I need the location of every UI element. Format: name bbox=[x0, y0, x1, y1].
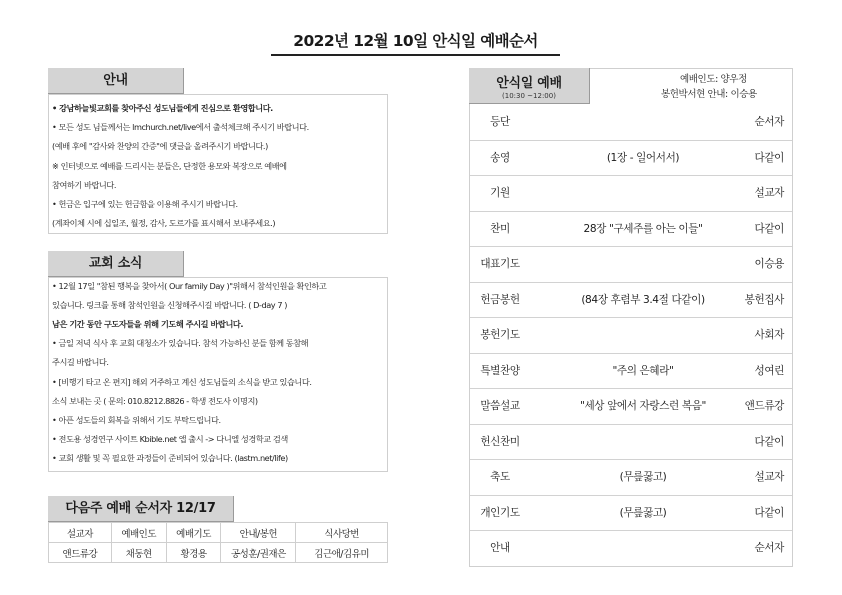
order-name: 송영 bbox=[490, 151, 510, 164]
announcement-line: 참여하기 바랍니다. bbox=[52, 179, 116, 190]
order-leader: 설교자 bbox=[754, 471, 784, 484]
service-heading: 안식일 예배 bbox=[496, 76, 562, 91]
order-name: 안내 bbox=[490, 542, 510, 555]
order-detail: (1장 - 일어서서) bbox=[606, 151, 680, 164]
page-title: 2022년 12월 10일 안식일 예배순서 bbox=[271, 29, 560, 56]
order-row bbox=[470, 247, 792, 283]
order-leader: 사회자 bbox=[754, 329, 784, 342]
role-cell: 식사당번 bbox=[296, 523, 388, 543]
order-leader: 다같이 bbox=[754, 435, 784, 448]
role-cell: 예배인도 bbox=[111, 523, 166, 543]
next-week-table bbox=[48, 522, 388, 563]
announcement-line: • 모든 성도 님들께서는 lmchurch.net/live에서 출석체크해 주시기 바랍니다. bbox=[52, 122, 309, 133]
news-line: 소식 보내는 곳 ( 문의: 010.8212.8826 - 학생 전도사 이명지) bbox=[52, 395, 258, 406]
service-time: (10:30 ~12:00) bbox=[502, 92, 556, 100]
order-row bbox=[470, 531, 792, 567]
order-row bbox=[470, 354, 792, 390]
next-week-heading: 다음주 예배 순서자 12/17 bbox=[48, 496, 234, 522]
order-row bbox=[470, 460, 792, 496]
order-name: 기원 bbox=[490, 187, 510, 200]
next-week-roles-row bbox=[49, 523, 388, 543]
news-line: • 12월 17일 "참된 행복을 찾아서( Our family Day )"위해서 참석인원을 확인하고 bbox=[52, 281, 327, 291]
announcement-line: (계좌이체 시에 십일조, 월정, 감사, 도르가를 표시해서 보내주세요.) bbox=[52, 218, 276, 229]
order-leader: 순서자 bbox=[754, 542, 784, 555]
news-line: 주시길 바랍니다. bbox=[52, 357, 109, 368]
order-leader: 다같이 bbox=[754, 506, 784, 519]
order-name: 말씀설교 bbox=[480, 400, 520, 413]
order-detail: "주의 은혜라" bbox=[612, 364, 674, 377]
order-row bbox=[470, 212, 792, 248]
person-cell: 황경용 bbox=[166, 543, 221, 563]
order-row bbox=[470, 318, 792, 354]
order-name: 대표기도 bbox=[480, 258, 520, 271]
order-row bbox=[470, 496, 792, 532]
role-cell: 설교자 bbox=[49, 523, 112, 543]
announcement-line: (예배 후에 "감사와 찬양의 간증"에 댓글을 올려주시기 바랍니다.) bbox=[52, 141, 268, 152]
order-detail: (무릎꿇고) bbox=[619, 506, 667, 519]
order-leader: 다같이 bbox=[754, 222, 784, 235]
order-name: 축도 bbox=[490, 471, 510, 484]
person-cell: 채동현 bbox=[111, 543, 166, 563]
service-leader-info: 예배인도: 양우정 bbox=[680, 74, 747, 85]
service-offering-info: 봉헌박서현 안내: 이승용 bbox=[661, 89, 757, 100]
news-line: • 교회 생활 및 꼭 필요한 과정들이 준비되어 있습니다. (lastm.net/life) bbox=[52, 452, 288, 463]
order-name: 찬미 bbox=[490, 222, 510, 235]
order-leader: 봉헌집사 bbox=[744, 293, 784, 306]
service-heading-block bbox=[469, 68, 590, 104]
order-detail: (무릎꿇고) bbox=[619, 471, 667, 484]
person-cell: 공성훈/권재은 bbox=[221, 543, 296, 563]
news-line: • 금일 저녁 식사 후 교회 대청소가 있습니다. 참석 가능하신 분들 함께 동참해 bbox=[52, 338, 309, 349]
order-name: 특별찬양 bbox=[480, 364, 520, 377]
order-name: 등단 bbox=[490, 116, 510, 128]
order-row bbox=[470, 105, 792, 141]
order-row bbox=[470, 425, 792, 461]
role-cell: 예배기도 bbox=[166, 523, 221, 543]
order-row bbox=[470, 283, 792, 319]
news-line: • 아픈 성도들의 회복을 위해서 기도 부탁드립니다. bbox=[52, 414, 221, 425]
order-row bbox=[470, 389, 792, 425]
announcements-heading: 안내 bbox=[48, 68, 184, 94]
news-line: • 전도용 성경연구 사이트 Kbible.net 앱 출시 -> 다니엘 성경학교 검색 bbox=[52, 433, 288, 444]
news-line: 있습니다. 링크를 통해 참석인원을 신청해주시길 바랍니다. ( D-day 7 ) bbox=[52, 300, 288, 311]
order-leader: 이승용 bbox=[754, 258, 784, 271]
announcement-line: • 헌금은 입구에 있는 헌금함을 이용해 주시기 바랍니다. bbox=[52, 199, 238, 209]
order-detail: "세상 앞에서 자랑스런 복음" bbox=[579, 400, 707, 413]
news-line: 남은 기간 동안 구도자들을 위해 기도해 주시길 바랍니다. bbox=[52, 319, 244, 330]
order-leader: 설교자 bbox=[754, 187, 784, 200]
order-name: 헌금봉헌 bbox=[480, 293, 520, 306]
announcement-line: • 강남하늘빛교회를 찾아주신 성도님들에게 진심으로 환영합니다. bbox=[52, 103, 273, 113]
order-row bbox=[470, 141, 792, 177]
order-name: 헌신찬미 bbox=[480, 435, 520, 448]
order-detail: 28장 "구세주를 아는 이들" bbox=[583, 222, 703, 235]
order-row bbox=[470, 176, 792, 212]
person-cell: 앤드류강 bbox=[49, 543, 112, 563]
order-name: 봉헌기도 bbox=[480, 329, 520, 342]
order-leader: 앤드류강 bbox=[744, 400, 784, 413]
order-detail: (84장 후렴부 3.4절 다같이) bbox=[581, 293, 705, 306]
next-week-people-row bbox=[49, 543, 388, 563]
order-leader: 순서자 bbox=[754, 116, 784, 128]
news-line: • [비행기 타고 온 편지] 해외 거주하고 계신 성도님들의 소식을 받고 있습니다. bbox=[52, 376, 312, 387]
church-news-heading: 교회 소식 bbox=[48, 251, 184, 277]
role-cell: 안내/봉헌 bbox=[221, 523, 296, 543]
announcement-line: ※ 인터넷으로 예배를 드리시는 분들은, 단정한 용모와 복장으로 예배에 bbox=[52, 160, 287, 171]
person-cell: 김근애/김유미 bbox=[296, 543, 388, 563]
order-leader: 다같이 bbox=[754, 151, 784, 164]
order-name: 개인기도 bbox=[480, 506, 520, 519]
order-leader: 성여린 bbox=[754, 364, 784, 377]
